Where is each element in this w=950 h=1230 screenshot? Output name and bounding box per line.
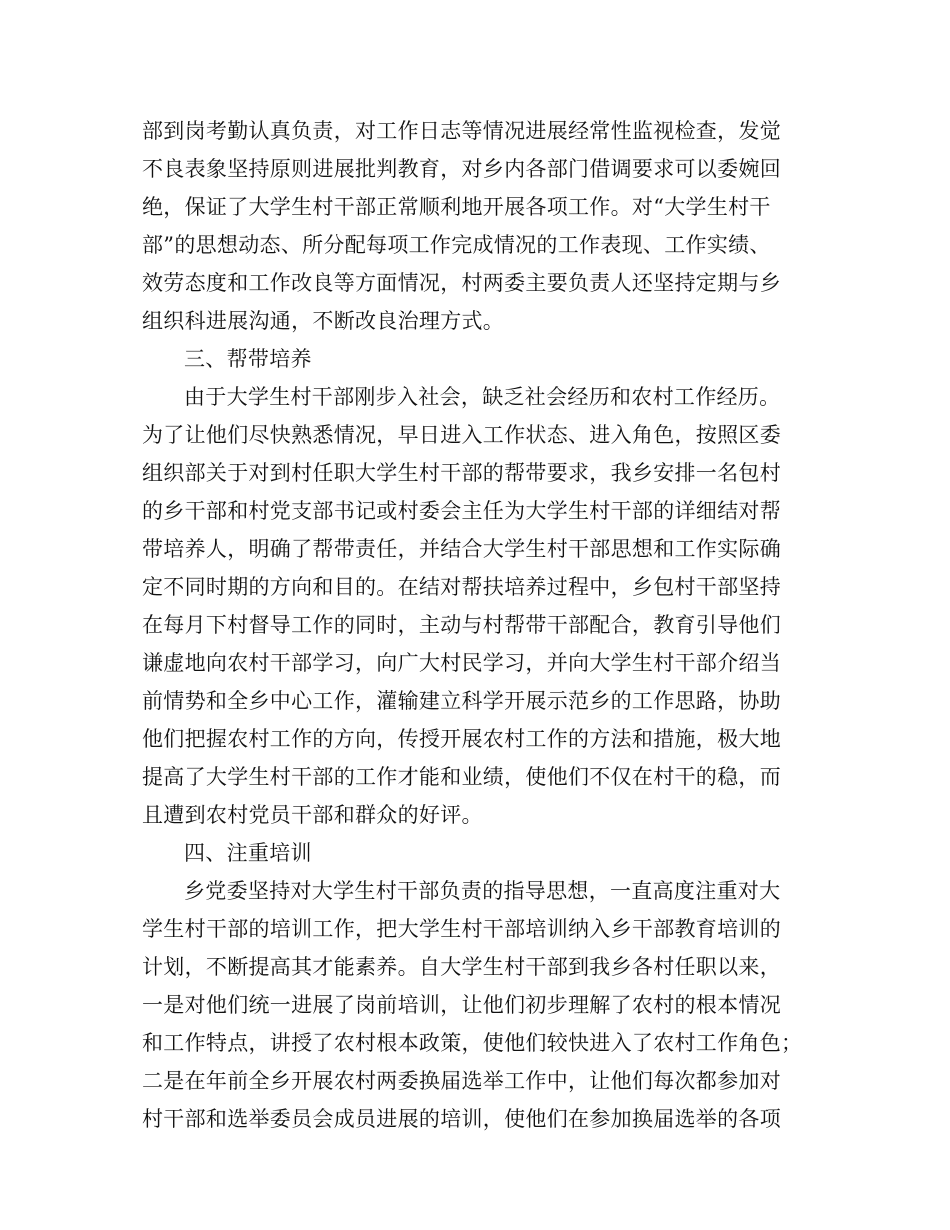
text-line: 且遭到农村党员干部和群众的好评。 bbox=[142, 803, 483, 827]
text-line: 一是对他们统一进展了岗前培训，让他们初步理解了农村的根本情况 bbox=[142, 993, 781, 1017]
text-line: 学生村干部的培训工作，把大学生村干部培训纳入乡干部教育培训的 bbox=[142, 917, 781, 941]
text-line: 和工作特点，讲授了农村根本政策，使他们较快进入了农村工作角色； bbox=[142, 1031, 803, 1055]
text-line: 提高了大学生村干部的工作才能和业绩，使他们不仅在村干的稳，而 bbox=[142, 765, 781, 789]
document-body bbox=[142, 112, 822, 1138]
text-line: 村干部和选举委员会成员进展的培训，使他们在参加换届选举的各项 bbox=[142, 1107, 781, 1131]
text-line: 不良表象坚持原则进展批判教育，对乡内各部门借调要求可以委婉回 bbox=[142, 157, 781, 181]
text-line: 部”的思想动态、所分配每项工作完成情况的工作表现、工作实绩、 bbox=[142, 233, 771, 257]
text-line: 计划，不断提高其才能素养。自大学生村干部到我乡各村任职以来， bbox=[142, 955, 781, 979]
text-line: 前情势和全乡中心工作，灌输建立科学开展示范乡的工作思路，协助 bbox=[142, 689, 781, 713]
text-line: 组织部关于对到村任职大学生村干部的帮带要求，我乡安排一名包村 bbox=[142, 461, 781, 485]
text-line: 定不同时期的方向和目的。在结对帮扶培养过程中，乡包村干部坚持 bbox=[142, 575, 781, 599]
text-line: 组织科进展沟通，不断改良治理方式。 bbox=[142, 309, 505, 333]
text-line: 带培养人，明确了帮带责任，并结合大学生村干部思想和工作实际确 bbox=[142, 537, 781, 561]
text-line: 他们把握农村工作的方向，传授开展农村工作的方法和措施，极大地 bbox=[142, 727, 781, 751]
paragraph-first-line: 乡党委坚持对大学生村干部负责的指导思想，一直高度注重对大 bbox=[184, 879, 781, 903]
text-line: 在每月下村督导工作的同时，主动与村帮带干部配合，教育引导他们 bbox=[142, 613, 781, 637]
section-heading: 三、帮带培养 bbox=[184, 347, 312, 371]
paragraph-first-line: 由于大学生村干部刚步入社会，缺乏社会经历和农村工作经历。 bbox=[184, 385, 781, 409]
text-line: 部到岗考勤认真负责，对工作日志等情况进展经常性监视检查，发觉 bbox=[142, 119, 781, 143]
text-line: 效劳态度和工作改良等方面情况，村两委主要负责人还坚持定期与乡 bbox=[142, 271, 781, 295]
text-line: 二是在年前全乡开展农村两委换届选举工作中，让他们每次都参加对 bbox=[142, 1069, 781, 1093]
text-line: 为了让他们尽快熟悉情况，早日进入工作状态、进入角色，按照区委 bbox=[142, 423, 781, 447]
text-line: 的乡干部和村党支部书记或村委会主任为大学生村干部的详细结对帮 bbox=[142, 499, 781, 523]
text-line: 谦虚地向农村干部学习，向广大村民学习，并向大学生村干部介绍当 bbox=[142, 651, 781, 675]
text-line: 绝，保证了大学生村干部正常顺利地开展各项工作。对“大学生村干 bbox=[142, 195, 771, 219]
section-heading: 四、注重培训 bbox=[184, 841, 312, 865]
